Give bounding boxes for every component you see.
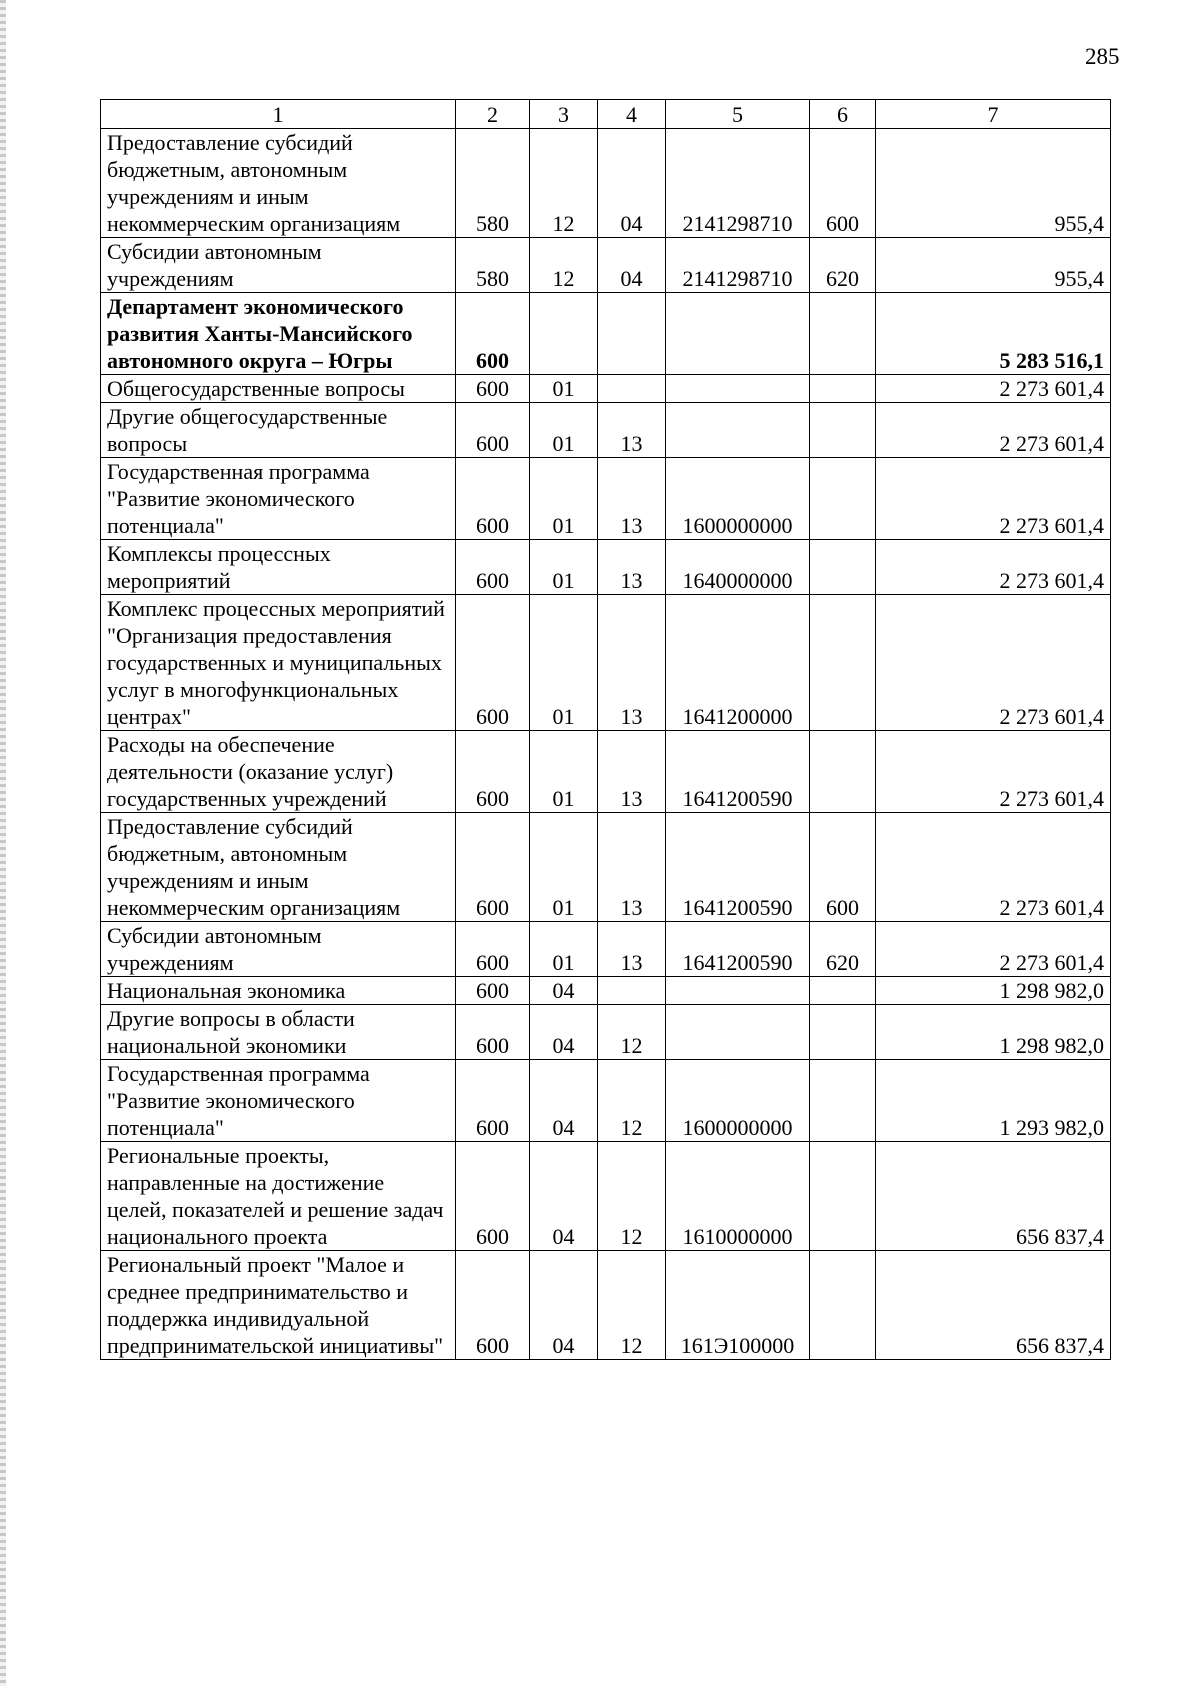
section-code-cell: 04 <box>530 1142 598 1251</box>
table-row <box>101 1060 1111 1142</box>
ved-code-cell: 600 <box>456 977 530 1005</box>
header-cell: 1 <box>101 100 456 129</box>
row-name-cell: Комплекс процессных мероприятий "Организация предоставления государственных и муниципальных услуг в многофункциональных центрах" <box>101 595 456 731</box>
header-cell: 4 <box>598 100 666 129</box>
row-name-cell: Государственная программа "Развитие экономического потенциала" <box>101 458 456 540</box>
section-code-cell: 01 <box>530 731 598 813</box>
subsection-code-cell: 13 <box>598 813 666 922</box>
expense-type-code-cell: 620 <box>810 238 876 293</box>
target-article-code-cell <box>666 403 810 458</box>
subsection-code-cell: 12 <box>598 1005 666 1060</box>
section-code-cell: 01 <box>530 375 598 403</box>
table-row <box>101 238 1111 293</box>
table-row <box>101 813 1111 922</box>
expense-type-code-cell <box>810 375 876 403</box>
target-article-code-cell <box>666 1005 810 1060</box>
scan-edge <box>0 0 6 1686</box>
section-code-cell: 12 <box>530 129 598 238</box>
amount-cell: 2 273 601,4 <box>876 458 1111 540</box>
expense-type-code-cell: 620 <box>810 922 876 977</box>
header-cell: 6 <box>810 100 876 129</box>
target-article-code-cell: 1610000000 <box>666 1142 810 1251</box>
amount-cell: 2 273 601,4 <box>876 813 1111 922</box>
ved-code-cell: 600 <box>456 293 530 375</box>
ved-code-cell: 600 <box>456 1060 530 1142</box>
ved-code-cell: 600 <box>456 813 530 922</box>
subsection-code-cell: 13 <box>598 403 666 458</box>
table-row <box>101 1251 1111 1360</box>
amount-cell: 1 298 982,0 <box>876 977 1111 1005</box>
table-row <box>101 731 1111 813</box>
header-row <box>101 100 1111 129</box>
ved-code-cell: 600 <box>456 922 530 977</box>
section-code-cell: 01 <box>530 813 598 922</box>
section-code-cell: 01 <box>530 595 598 731</box>
ved-code-cell: 600 <box>456 1142 530 1251</box>
expense-type-code-cell <box>810 403 876 458</box>
page-number: 285 <box>1085 44 1120 69</box>
expense-type-code-cell <box>810 595 876 731</box>
table-row <box>101 922 1111 977</box>
subsection-code-cell: 13 <box>598 540 666 595</box>
target-article-code-cell: 1641200590 <box>666 731 810 813</box>
amount-cell: 656 837,4 <box>876 1251 1111 1360</box>
amount-cell: 2 273 601,4 <box>876 403 1111 458</box>
target-article-code-cell: 2141298710 <box>666 129 810 238</box>
section-code-cell: 04 <box>530 1251 598 1360</box>
row-name-cell: Комплексы процессных мероприятий <box>101 540 456 595</box>
table-row <box>101 129 1111 238</box>
table-row <box>101 458 1111 540</box>
target-article-code-cell <box>666 293 810 375</box>
subsection-code-cell: 13 <box>598 458 666 540</box>
target-article-code-cell: 1600000000 <box>666 458 810 540</box>
expense-type-code-cell <box>810 1251 876 1360</box>
expense-type-code-cell <box>810 1060 876 1142</box>
header-cell: 3 <box>530 100 598 129</box>
target-article-code-cell <box>666 977 810 1005</box>
section-code-cell: 01 <box>530 922 598 977</box>
section-code-cell: 04 <box>530 977 598 1005</box>
subsection-code-cell: 04 <box>598 238 666 293</box>
ved-code-cell: 600 <box>456 375 530 403</box>
subsection-code-cell: 12 <box>598 1142 666 1251</box>
subsection-code-cell: 12 <box>598 1060 666 1142</box>
header-cell: 2 <box>456 100 530 129</box>
table-row <box>101 375 1111 403</box>
row-name-cell: Другие вопросы в области национальной экономики <box>101 1005 456 1060</box>
subsection-code-cell: 13 <box>598 595 666 731</box>
table-row <box>101 1005 1111 1060</box>
amount-cell: 955,4 <box>876 129 1111 238</box>
ved-code-cell: 600 <box>456 540 530 595</box>
target-article-code-cell: 1600000000 <box>666 1060 810 1142</box>
table-row <box>101 1142 1111 1251</box>
row-name-cell: Расходы на обеспечение деятельности (оказание услуг) государственных учреждений <box>101 731 456 813</box>
section-code-cell <box>530 293 598 375</box>
section-code-cell: 01 <box>530 540 598 595</box>
row-name-cell: Общегосударственные вопросы <box>101 375 456 403</box>
ved-code-cell: 580 <box>456 129 530 238</box>
header-cell: 5 <box>666 100 810 129</box>
ved-code-cell: 600 <box>456 731 530 813</box>
amount-cell: 2 273 601,4 <box>876 375 1111 403</box>
expense-type-code-cell <box>810 1005 876 1060</box>
ved-code-cell: 600 <box>456 1005 530 1060</box>
target-article-code-cell: 1640000000 <box>666 540 810 595</box>
amount-cell: 656 837,4 <box>876 1142 1111 1251</box>
amount-cell: 1 298 982,0 <box>876 1005 1111 1060</box>
target-article-code-cell: 2141298710 <box>666 238 810 293</box>
subsection-code-cell: 04 <box>598 129 666 238</box>
amount-cell: 955,4 <box>876 238 1111 293</box>
target-article-code-cell: 1641200590 <box>666 813 810 922</box>
table-row <box>101 540 1111 595</box>
expense-type-code-cell <box>810 293 876 375</box>
row-name-cell: Субсидии автономным учреждениям <box>101 238 456 293</box>
section-code-cell: 12 <box>530 238 598 293</box>
table-row <box>101 403 1111 458</box>
row-name-cell: Национальная экономика <box>101 977 456 1005</box>
row-name-cell: Департамент экономического развития Ханты-Мансийского автономного округа – Югры <box>101 293 456 375</box>
amount-cell: 2 273 601,4 <box>876 731 1111 813</box>
row-name-cell: Региональные проекты, направленные на достижение целей, показателей и решение задач национального проекта <box>101 1142 456 1251</box>
target-article-code-cell <box>666 375 810 403</box>
subsection-code-cell: 13 <box>598 922 666 977</box>
expense-type-code-cell: 600 <box>810 813 876 922</box>
target-article-code-cell: 161Э100000 <box>666 1251 810 1360</box>
row-name-cell: Государственная программа "Развитие экономического потенциала" <box>101 1060 456 1142</box>
header-cell: 7 <box>876 100 1111 129</box>
row-name-cell: Предоставление субсидий бюджетным, автономным учреждениям и иным некоммерческим организациям <box>101 813 456 922</box>
table-body <box>101 129 1111 1360</box>
amount-cell: 2 273 601,4 <box>876 540 1111 595</box>
amount-cell: 2 273 601,4 <box>876 595 1111 731</box>
section-code-cell: 04 <box>530 1005 598 1060</box>
expense-type-code-cell <box>810 731 876 813</box>
budget-table <box>100 99 1111 1360</box>
section-code-cell: 04 <box>530 1060 598 1142</box>
ved-code-cell: 600 <box>456 458 530 540</box>
subsection-code-cell <box>598 375 666 403</box>
subsection-code-cell <box>598 977 666 1005</box>
row-name-cell: Другие общегосударственные вопросы <box>101 403 456 458</box>
ved-code-cell: 600 <box>456 403 530 458</box>
expense-type-code-cell <box>810 458 876 540</box>
row-name-cell: Региональный проект "Малое и среднее предпринимательство и поддержка индивидуальной предпринимательской инициативы" <box>101 1251 456 1360</box>
expense-type-code-cell: 600 <box>810 129 876 238</box>
table-row <box>101 595 1111 731</box>
target-article-code-cell: 1641200000 <box>666 595 810 731</box>
section-code-cell: 01 <box>530 403 598 458</box>
target-article-code-cell: 1641200590 <box>666 922 810 977</box>
expense-type-code-cell <box>810 977 876 1005</box>
ved-code-cell: 600 <box>456 595 530 731</box>
subsection-code-cell: 13 <box>598 731 666 813</box>
subsection-code-cell: 12 <box>598 1251 666 1360</box>
amount-cell: 1 293 982,0 <box>876 1060 1111 1142</box>
table-row <box>101 293 1111 375</box>
table-row <box>101 977 1111 1005</box>
ved-code-cell: 600 <box>456 1251 530 1360</box>
section-code-cell: 01 <box>530 458 598 540</box>
row-name-cell: Предоставление субсидий бюджетным, автономным учреждениям и иным некоммерческим организациям <box>101 129 456 238</box>
amount-cell: 5 283 516,1 <box>876 293 1111 375</box>
amount-cell: 2 273 601,4 <box>876 922 1111 977</box>
ved-code-cell: 580 <box>456 238 530 293</box>
expense-type-code-cell <box>810 1142 876 1251</box>
expense-type-code-cell <box>810 540 876 595</box>
row-name-cell: Субсидии автономным учреждениям <box>101 922 456 977</box>
subsection-code-cell <box>598 293 666 375</box>
